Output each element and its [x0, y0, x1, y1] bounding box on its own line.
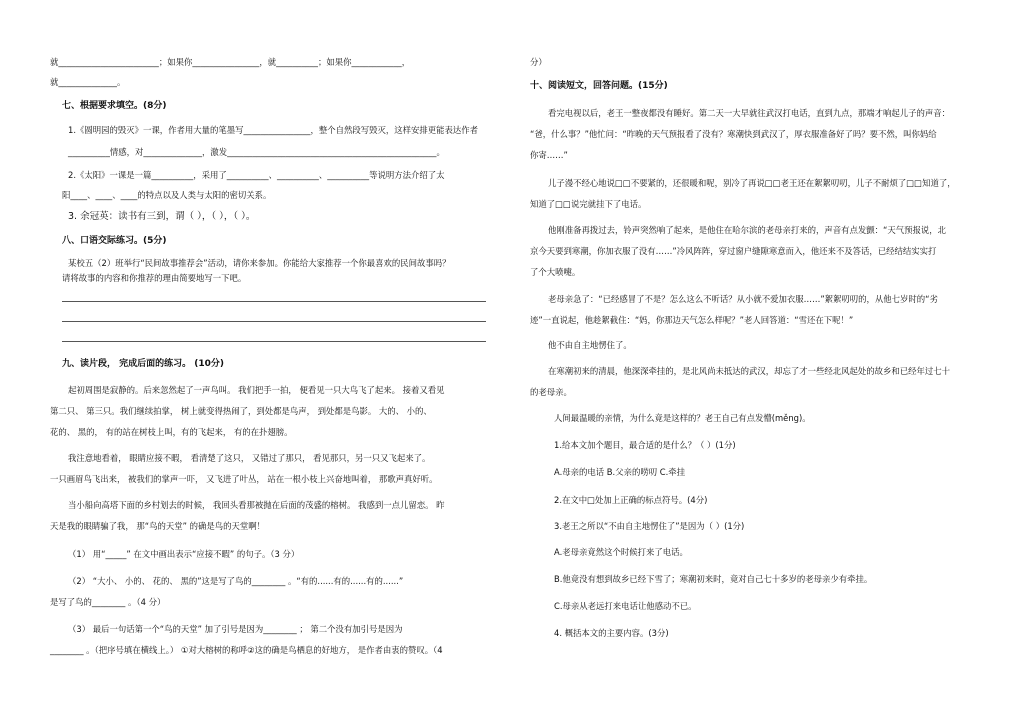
answer-option: B.他竟没有想到故乡已经下雪了；寒潮初来时，竟对自己七十多岁的老母亲少有牵挂。	[554, 574, 873, 584]
question-text: （3） 最后一句话第一个“鸟的天堂” 加了引号是因为________ ； 第二个没有加引号是因为	[68, 624, 403, 634]
passage-text: 儿子漫不经心地说□□不要紧的，还很暖和呢，别冷了再说□□老王还在絮絮叨叨，儿子不耐烦了□□知道了，	[548, 178, 956, 188]
passage-text: 知道了□□说完就挂下了电话。	[530, 199, 647, 209]
passage-text: 我注意地看着， 眼睛应接不暇， 看清楚了这只， 又错过了那只， 看见那只，另一只又飞起来了。	[68, 453, 431, 463]
passage-text: 了个大喷嚏。	[530, 267, 581, 277]
answer-options: A.母亲的电话 B.父亲的唠叨 C.牵挂	[554, 467, 685, 477]
question-text: 1.给本文加个题目，最合适的是什么？（ ）(1分)	[554, 440, 736, 450]
question-text: 2.在文中□处加上正确的标点符号。(4分)	[554, 495, 708, 505]
passage-text: 一只画眉鸟飞出来， 被我们的掌声一吓， 又飞进了叶丛， 站在一根小枝上兴奋地叫着， 那歌声真好听。	[50, 474, 438, 484]
fill-line: 就________________________；如果你________________，就__________；如果你____________，	[50, 57, 411, 67]
answer-line	[62, 341, 486, 342]
question-text: 2.《太阳》一课是一篇__________，采用了__________、__________、__________等说明方法介绍了太	[68, 170, 445, 180]
passage-text: 天是我的眼睛骗了我， 那“鸟的天堂” 的确是鸟的天堂啊！	[50, 521, 266, 531]
passage-text: 他刚准备再拨过去，铃声突然响了起来，是他住在哈尔滨的老母亲打来的，声音有点发颤：“天气预报说，北	[548, 225, 946, 235]
question-text: 3.老王之所以“不由自主地愣住了”是因为（ ）(1分)	[554, 521, 745, 531]
answer-line	[62, 301, 486, 302]
passage-text: 迹”一直说起，他趁絮截住：“妈，你那边天气怎么样呢？”老人回答道：“雪还在下呢！”	[530, 315, 854, 325]
question-text: （2） “大小、 小的、 花的、 黑的”这是写了鸟的________ 。“有的......有的......有的......”	[68, 576, 404, 586]
answer-option: A.老母亲竟然这个时候打来了电话。	[554, 547, 688, 557]
question-text: 4. 概括本文的主要内容。(3分)	[554, 628, 669, 638]
passage-text: 花的、 黑的， 有的站在树枝上叫，有的飞起来， 有的在扑翅膀。	[50, 427, 293, 437]
passage-text: 老母亲急了：“已经感冒了不是？怎么这么不听话？从小就不爱加衣服……”絮絮叨叨的，从他七岁时的“劣	[548, 294, 938, 304]
passage-text: 的老母亲。	[530, 387, 572, 397]
left-column	[50, 0, 500, 707]
answer-option: C.母亲从老远打来电话让他感动不已。	[554, 601, 697, 611]
right-column	[530, 0, 990, 707]
question-text: 某校五（2）班举行“民间故事推荐会”活动，请你来参加。你能给大家推荐一个你最喜欢的民间故事吗？	[68, 258, 451, 268]
question-text: 阳____、____、____的特点以及人类与太阳的密切关系。	[62, 190, 272, 200]
passage-text: “爸，什么事？”他忙问：“昨晚的天气预报看了没有？寒潮快到武汉了，厚衣服准备好了吗？要不然，叫你妈给	[530, 129, 937, 139]
section-10-heading: 十、阅读短文，回答问题。(15分)	[530, 81, 668, 91]
question-text: 是写了鸟的________ 。（4 分）	[50, 597, 166, 607]
passage-text: 你寄……”	[530, 150, 568, 160]
fill-line: 就______________。	[50, 77, 126, 87]
question-text: 1.《圆明园的毁灭》一课，作者用大量的笔墨写________________，整个自然段写毁灭，这样安排更能表达作者	[68, 125, 478, 135]
passage-text: 起初周围是寂静的。后来忽然起了一声鸟叫。 我们把手一拍， 便看见一只大鸟飞了起来。 接着又看见	[68, 385, 445, 395]
question-text: 请将故事的内容和你推荐的理由简要地写一下吧。	[62, 273, 247, 283]
section-9-heading: 九、读片段， 完成后面的练习。 (10分)	[62, 359, 225, 369]
passage-text: 第二只、 第三只。我们继续拍掌， 树上就变得热闹了，到处都是鸟声， 到处都是鸟影。 大的、 小的、	[50, 406, 432, 416]
section-8-heading: 八、口语交际练习。(5分)	[62, 236, 167, 246]
answer-line	[62, 321, 486, 322]
passage-text: 当小船向高塔下面的乡村划去的时候， 我回头看那被抛在后面的茂盛的榕树。 我感到一点儿留恋。 昨	[68, 500, 445, 510]
question-text: ________ 。（把序号填在横线上。） ①对大榕树的称呼②这的确是鸟栖息的好地方， 是作者由衷的赞叹。（4	[50, 645, 443, 655]
question-text: 3. 余冠英：读书有三到，谓（ ），（ ），（ ）。	[68, 211, 256, 222]
passage-text: 看完电视以后，老王一整夜都没有睡好。第二天一大早就往武汉打电话，直到九点，那端才响起儿子的声音：	[548, 108, 950, 118]
passage-text: 在寒潮初来的清晨，他深深牵挂的，是北风尚未抵达的武汉，却忘了才一些经北风起处的故乡和已经年过七十	[548, 366, 950, 376]
section-7-heading: 七、根据要求填空。(8分)	[62, 101, 167, 111]
question-text: （1） 用“_____” 在文中画出表示“应接不暇” 的句子。（3 分）	[68, 549, 300, 559]
passage-text: 人间最温暖的亲情，为什么竟是这样的？老王自己有点发懵(měng)。	[554, 413, 811, 423]
passage-text: 他不由自主地愣住了。	[548, 340, 632, 350]
passage-text: 京今天要到寒潮，你加衣服了没有……”冷风阵阵，穿过窗户缝隙寒意而入，他还来不及答话，已经结结实实打	[530, 246, 937, 256]
continuation-text: 分）	[530, 57, 547, 67]
question-text: __________情感，对______________，激发__________________________________________________。	[68, 147, 445, 157]
